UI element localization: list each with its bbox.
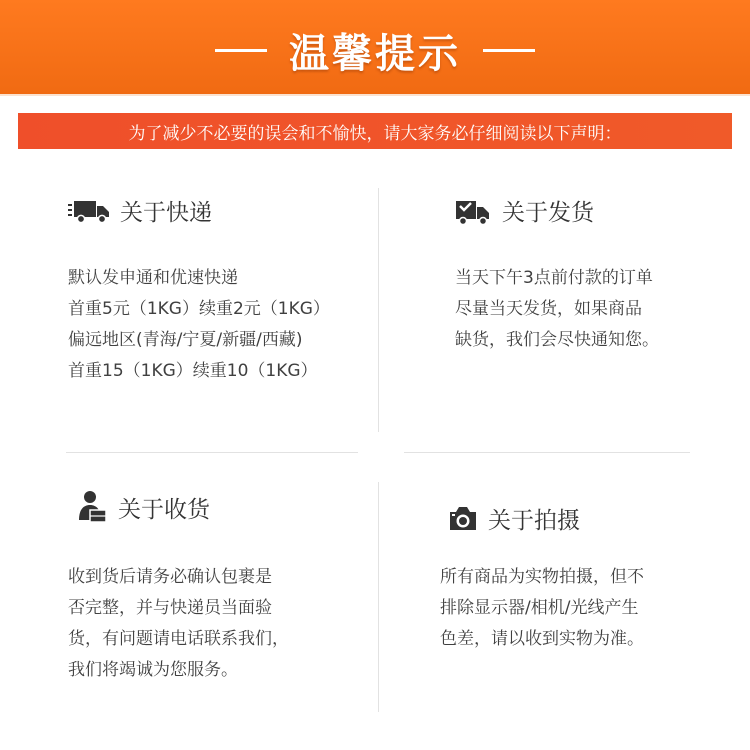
text-line: 偏远地区(青海/宁夏/新疆/西藏) [68,330,303,350]
header-rule [0,94,750,96]
section-body [440,562,644,655]
text-line: 色差，请以收到实物为准。 [440,629,644,649]
vertical-divider-bottom [378,482,379,712]
horizontal-divider-left [66,452,358,453]
section-body [68,263,330,387]
text-line: 默认发申通和优速快递 [68,268,238,288]
section-receiving [78,490,210,524]
text-line: 尽量当天发货，如果商品 [455,299,642,319]
section-title: 关于收货 [118,496,210,523]
text-line: 否完整，并与快递员当面验 [68,598,272,618]
title-line-left [215,49,267,52]
text-line: 首重5元（1KG）续重2元（1KG） [68,299,330,319]
section-shipping [454,194,594,227]
person-package-icon [78,490,108,524]
section-body [68,562,289,686]
notice-banner: 为了减少不必要的误会和不愉快，请大家务必仔细阅读以下声明： [18,113,732,149]
shipping-box-truck-icon [454,195,492,227]
section-title: 关于发货 [502,200,594,226]
section-photography [448,502,580,535]
horizontal-divider-right [404,452,690,453]
text-line: 我们将竭诚为您服务。 [68,660,238,680]
section-express [68,194,212,227]
page-title: 温馨提示 [289,30,461,77]
text-line: 所有商品为实物拍摄，但不 [440,567,644,587]
text-line: 缺货，我们会尽快通知您。 [455,330,659,350]
text-line: 收到货后请务必确认包裹是 [68,567,272,587]
section-body [455,263,659,356]
title-line-right [483,49,535,52]
text-line: 排除显示器/相机/光线产生 [440,598,639,618]
section-title: 关于快递 [120,200,212,226]
section-title: 关于拍摄 [488,508,580,534]
vertical-divider-top [378,188,379,432]
delivery-truck-icon [68,198,110,224]
camera-icon [448,506,478,532]
text-line: 当天下午3点前付款的订单 [455,268,653,288]
title-group [0,22,750,78]
text-line: 首重15（1KG）续重10（1KG） [68,361,318,381]
text-line: 货，有问题请电话联系我们， [68,629,289,649]
